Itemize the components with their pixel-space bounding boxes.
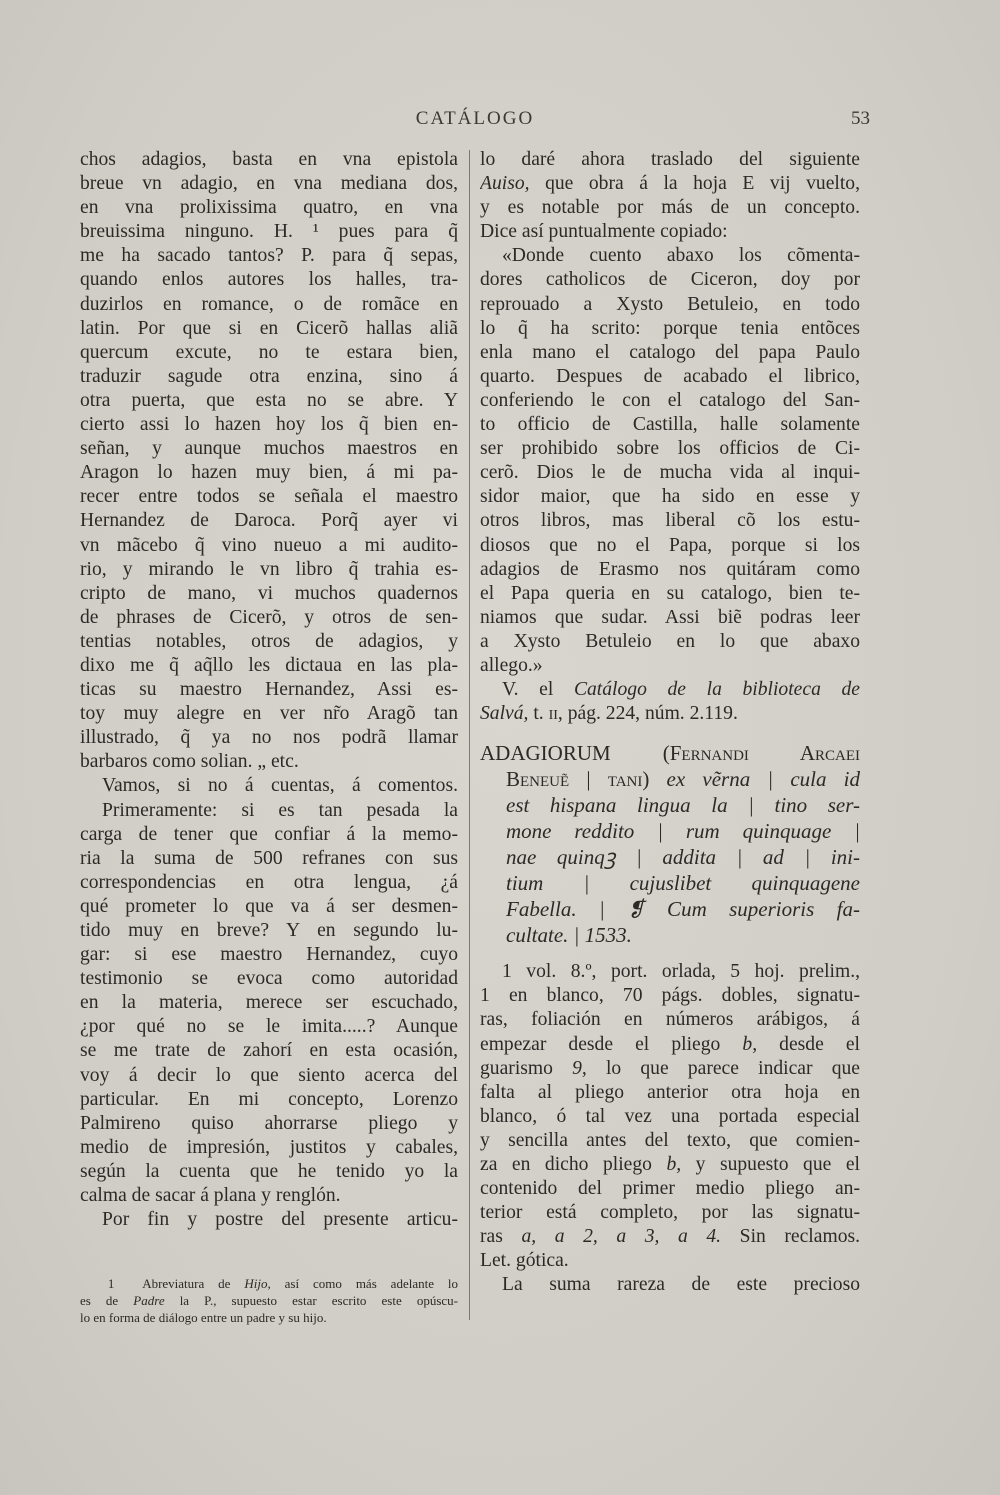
text-line: Vamos, si no á cuentas, á comentos.: [102, 775, 458, 797]
entry-headword: ADAGIORUM (: [480, 741, 670, 766]
quote-line: dores catholicos de Ciceron, doy por: [480, 269, 860, 291]
quote-line: a Xysto Betuleio en lo que abaxo: [480, 630, 860, 652]
text-line: voy á decir lo que siento acerca del: [80, 1064, 458, 1086]
text-line: cripto de mano, vi muchos quadernos: [80, 582, 458, 604]
footnote-line: lo en forma de diálogo entre un padre y su hijo.: [80, 1310, 327, 1325]
quote-line: lo q̃ ha scrito: porque tenia entõces: [480, 317, 860, 339]
text-line: cierto assi lo hazen hoy los q̃ bien en-: [80, 414, 458, 436]
text-line: lo daré ahora traslado del siguiente: [480, 149, 860, 170]
reference-line: [480, 678, 860, 702]
text-line: ras, foliación en números arábigos, á: [480, 1009, 860, 1031]
title-italic: est hispana lingua la | tino ser-: [506, 793, 860, 818]
quote-line: «Donde cuento abaxo los cõmenta-: [502, 245, 860, 267]
text-line: La suma rareza de este precioso: [502, 1274, 860, 1296]
quote-line: to officio de Castilla, halle solamente: [480, 414, 860, 436]
text-line: terior está completo, por las signatu-: [480, 1202, 860, 1224]
footnote: [80, 1275, 458, 1326]
text-line: y sencilla antes del texto, que comien-: [480, 1129, 860, 1151]
text-line: qué prometer lo que va á ser desmen-: [80, 895, 458, 917]
text-line: ria la suma de 500 refranes con sus: [80, 847, 458, 869]
entry-title-line: [480, 922, 860, 948]
text-line: ¿por qué no se le imita.....? Aunque: [80, 1016, 458, 1038]
text-span: empezar desde el pliego: [480, 1033, 743, 1055]
text-line: latin. Por que si en Cicerõ hallas aliã: [80, 317, 458, 339]
text-line: Aragon lo hazen muy bien, á mi pa-: [80, 462, 458, 484]
entry-title-line: [480, 896, 860, 922]
text-line: Let. gótica.: [480, 1250, 569, 1272]
text-line: testimonio se evoca como autoridad: [80, 968, 458, 990]
text-line: tentias notables, otros de adagios, y: [80, 630, 458, 652]
text-span: que obra á la hoja E vij vuelto,: [529, 173, 860, 195]
text-span: V. el: [502, 679, 574, 701]
text-line: gar: si ese maestro Hernandez, cuyo: [80, 944, 458, 966]
text-line: se me trate de zahorí en esta ocasión,: [80, 1040, 458, 1062]
catalog-entry-title: [480, 740, 860, 948]
quote-line: cerõ. Dios le de mucha vida al inqui-: [480, 462, 860, 484]
text-line: Dice así puntualmente copiado:: [480, 221, 728, 243]
text-line: calma de sacar á plana y renglón.: [80, 1185, 341, 1207]
text-line: según la cuenta que he tenido yo la: [80, 1160, 458, 1182]
text-span: ): [642, 767, 650, 792]
text-line: particular. En mi concepto, Lorenzo: [80, 1088, 458, 1110]
footnote-line: [80, 1292, 458, 1309]
text-span: desde el: [757, 1033, 860, 1055]
text-line: Primeramente: si es tan pesada la: [102, 799, 458, 821]
reference-line: [480, 702, 860, 726]
text-line: medio de impresión, justitos y cabales,: [80, 1136, 458, 1158]
text-line: blanco, ó tal vez una portada especial: [480, 1105, 860, 1127]
text-span: Sin reclamos.: [721, 1226, 860, 1248]
signature-letter: b,: [742, 1033, 758, 1055]
text-span: t.: [528, 703, 549, 725]
quote-line: otros libros, mas liberal cõ los estu-: [480, 510, 860, 532]
italic-word: Auiso,: [480, 173, 530, 195]
author-name: Beneuẽ: [506, 767, 570, 792]
text-line: falta al pliego anterior otra hoja en: [480, 1081, 860, 1103]
entry-description: [480, 960, 860, 1297]
title-italic: mone reddito | rum quinquage |: [506, 819, 860, 844]
text-span: ras: [480, 1226, 522, 1248]
italic-name: Salvá,: [480, 703, 529, 725]
text-line: Hernandez de Daroca. Porq̃ ayer vi: [80, 510, 458, 532]
text-line: tido muy en breve? Y en segundo lu-: [80, 920, 458, 941]
entry-title-line: [480, 766, 860, 792]
text-line: Palmireno quiso ahorrarse pliego y: [80, 1112, 458, 1134]
title-italic: Fabella. | ❡ Cum superioris fa-: [506, 897, 860, 922]
footnote-line: [80, 1275, 458, 1292]
page-header: [80, 108, 870, 138]
text-span: y supuesto que el: [681, 1154, 860, 1175]
text-line: breuissima ninguno. H. ¹ pues para q̃: [80, 221, 458, 243]
author-name: Fernandi Arcaei: [669, 741, 860, 766]
footnote-marker: 1: [107, 1276, 115, 1291]
right-column: [480, 148, 860, 1298]
text-line: señan, y aunque muchos maestros en: [80, 438, 458, 460]
quote-line: adagios de Erasmo nos quitáram como: [480, 558, 860, 580]
text-line: duzirlos en romance, o de romãce en: [80, 293, 458, 315]
text-line: toy muy alegre en ver nr̃o Aragõ tan: [80, 703, 458, 725]
quote-line: sidor maior, que ha sido en esse y: [480, 486, 860, 508]
footnote-text: es de: [80, 1293, 134, 1308]
separator: |: [569, 767, 608, 792]
text-line: breue vn adagio, en vna mediana dos,: [80, 173, 458, 195]
quote-line: enla mano el catalogo del papa Paulo: [480, 341, 860, 363]
text-line: correspondencias en otra lengua, ¿á: [80, 871, 458, 893]
italic-title: Catálogo de la biblioteca de: [573, 679, 860, 701]
text-line: contenido del primer medio pliego an-: [480, 1178, 860, 1200]
text-line: quando enlos autores los halles, tra-: [80, 269, 458, 291]
footnote-text: Abreviatura de: [142, 1276, 245, 1291]
text-span: za en dicho pliego: [480, 1154, 667, 1175]
text-line: 1 en blanco, 70 págs. dobles, signatu-: [480, 985, 860, 1007]
text-line: me ha sacado tantos? P. para q̃ sepas,: [80, 245, 458, 267]
text-line: [480, 1225, 860, 1249]
text-line: chos adagios, basta en vna epistola: [80, 149, 458, 170]
text-line: [480, 1153, 860, 1177]
entry-title-line: [480, 818, 860, 844]
entry-title-line: [480, 792, 860, 818]
page-number: 53: [851, 108, 870, 129]
text-line: de phrases de Cicerõ, y otros de sen-: [80, 606, 458, 628]
text-line: quercum excute, no te estara bien,: [80, 341, 458, 363]
title-italic: ex vẽrna | cula id: [649, 767, 860, 792]
entry-title-line: [480, 740, 860, 766]
text-line: illustrado, q̃ ya no nos podrã llamar: [80, 727, 458, 749]
signature-number: 9,: [572, 1057, 587, 1079]
text-line: rio, y mirando le vn libro q̃ trahia es-: [80, 558, 458, 580]
text-line: 1 vol. 8.º, port. orlada, 5 hoj. prelim.,: [502, 961, 860, 983]
text-line: carga de tener que confiar á la memo-: [80, 823, 458, 845]
left-column: [80, 148, 458, 1232]
quote-line: allego.»: [480, 654, 543, 676]
text-line: y es notable por más de un concepto.: [480, 197, 860, 219]
text-span: guarismo: [480, 1057, 573, 1079]
footnote-text: , así como más adelante lo: [267, 1276, 458, 1291]
text-line: ticas su maestro Hernandez, Assi es-: [80, 679, 458, 701]
quote-line: quarto. Despues de acabado el librico,: [480, 365, 860, 387]
quote-line: niamos que sudar. Assi biẽ podras leer: [480, 606, 860, 628]
quote-line: conferiendo le con el catalogo del San-: [480, 389, 860, 411]
text-line: Por fin y postre del presente articu-: [102, 1209, 458, 1231]
footnote-italic: Padre: [133, 1293, 165, 1308]
entry-title-line: [480, 870, 860, 896]
quote-line: el Papa queria en su catalogo, bien te-: [480, 582, 860, 604]
quote-line: reprouado a Xysto Betuleio, en todo: [480, 293, 860, 315]
title-italic: cultate. | 1533.: [506, 923, 632, 948]
text-line: [480, 172, 860, 196]
text-span: , pág. 224, núm. 2.119.: [557, 703, 738, 725]
text-line: [480, 1033, 860, 1057]
text-line: barbaros como solian. „ etc.: [80, 751, 299, 773]
footnote-italic: Hijo: [244, 1276, 268, 1291]
text-line: en la materia, merece ser escuchado,: [80, 992, 458, 1014]
column-divider: [469, 150, 470, 1320]
text-line: en vna prolixissima quatro, en vna: [80, 197, 458, 219]
text-line: vn mãcebo q̃ vino nueuo a mi audito-: [80, 534, 458, 556]
entry-title-line: [480, 844, 860, 870]
text-line: recer entre todos se señala el maestro: [80, 486, 458, 508]
title-italic: nae quinqꝫ | addita | ad | ini-: [506, 845, 860, 870]
text-span: lo que parece indicar que: [586, 1057, 860, 1079]
title-italic: tium | cujuslibet quinquagene: [506, 871, 860, 896]
signature-letter: b,: [666, 1154, 682, 1175]
running-title: CATÁLOGO: [415, 108, 535, 129]
text-line: dixo me q̃ aq̃llo les dictaua en las pla-: [80, 654, 458, 676]
footnote-text: la P., supuesto estar escrito este opúscu-: [164, 1293, 458, 1308]
quote-line: ser prohibido sobre los officios de Ci-: [480, 438, 860, 460]
signature-list: a, a 2, a 3, a 4.: [521, 1226, 722, 1248]
author-name: tani: [607, 767, 643, 792]
quote-line: diosos que no el Papa, porque si los: [480, 534, 860, 556]
text-line: traduzir sagude otra enzina, sino á: [80, 365, 458, 387]
text-line: [480, 1057, 860, 1081]
text-line: otra puerta, que esta no se abre. Y: [80, 389, 458, 411]
volume-numeral: ii: [548, 703, 558, 725]
